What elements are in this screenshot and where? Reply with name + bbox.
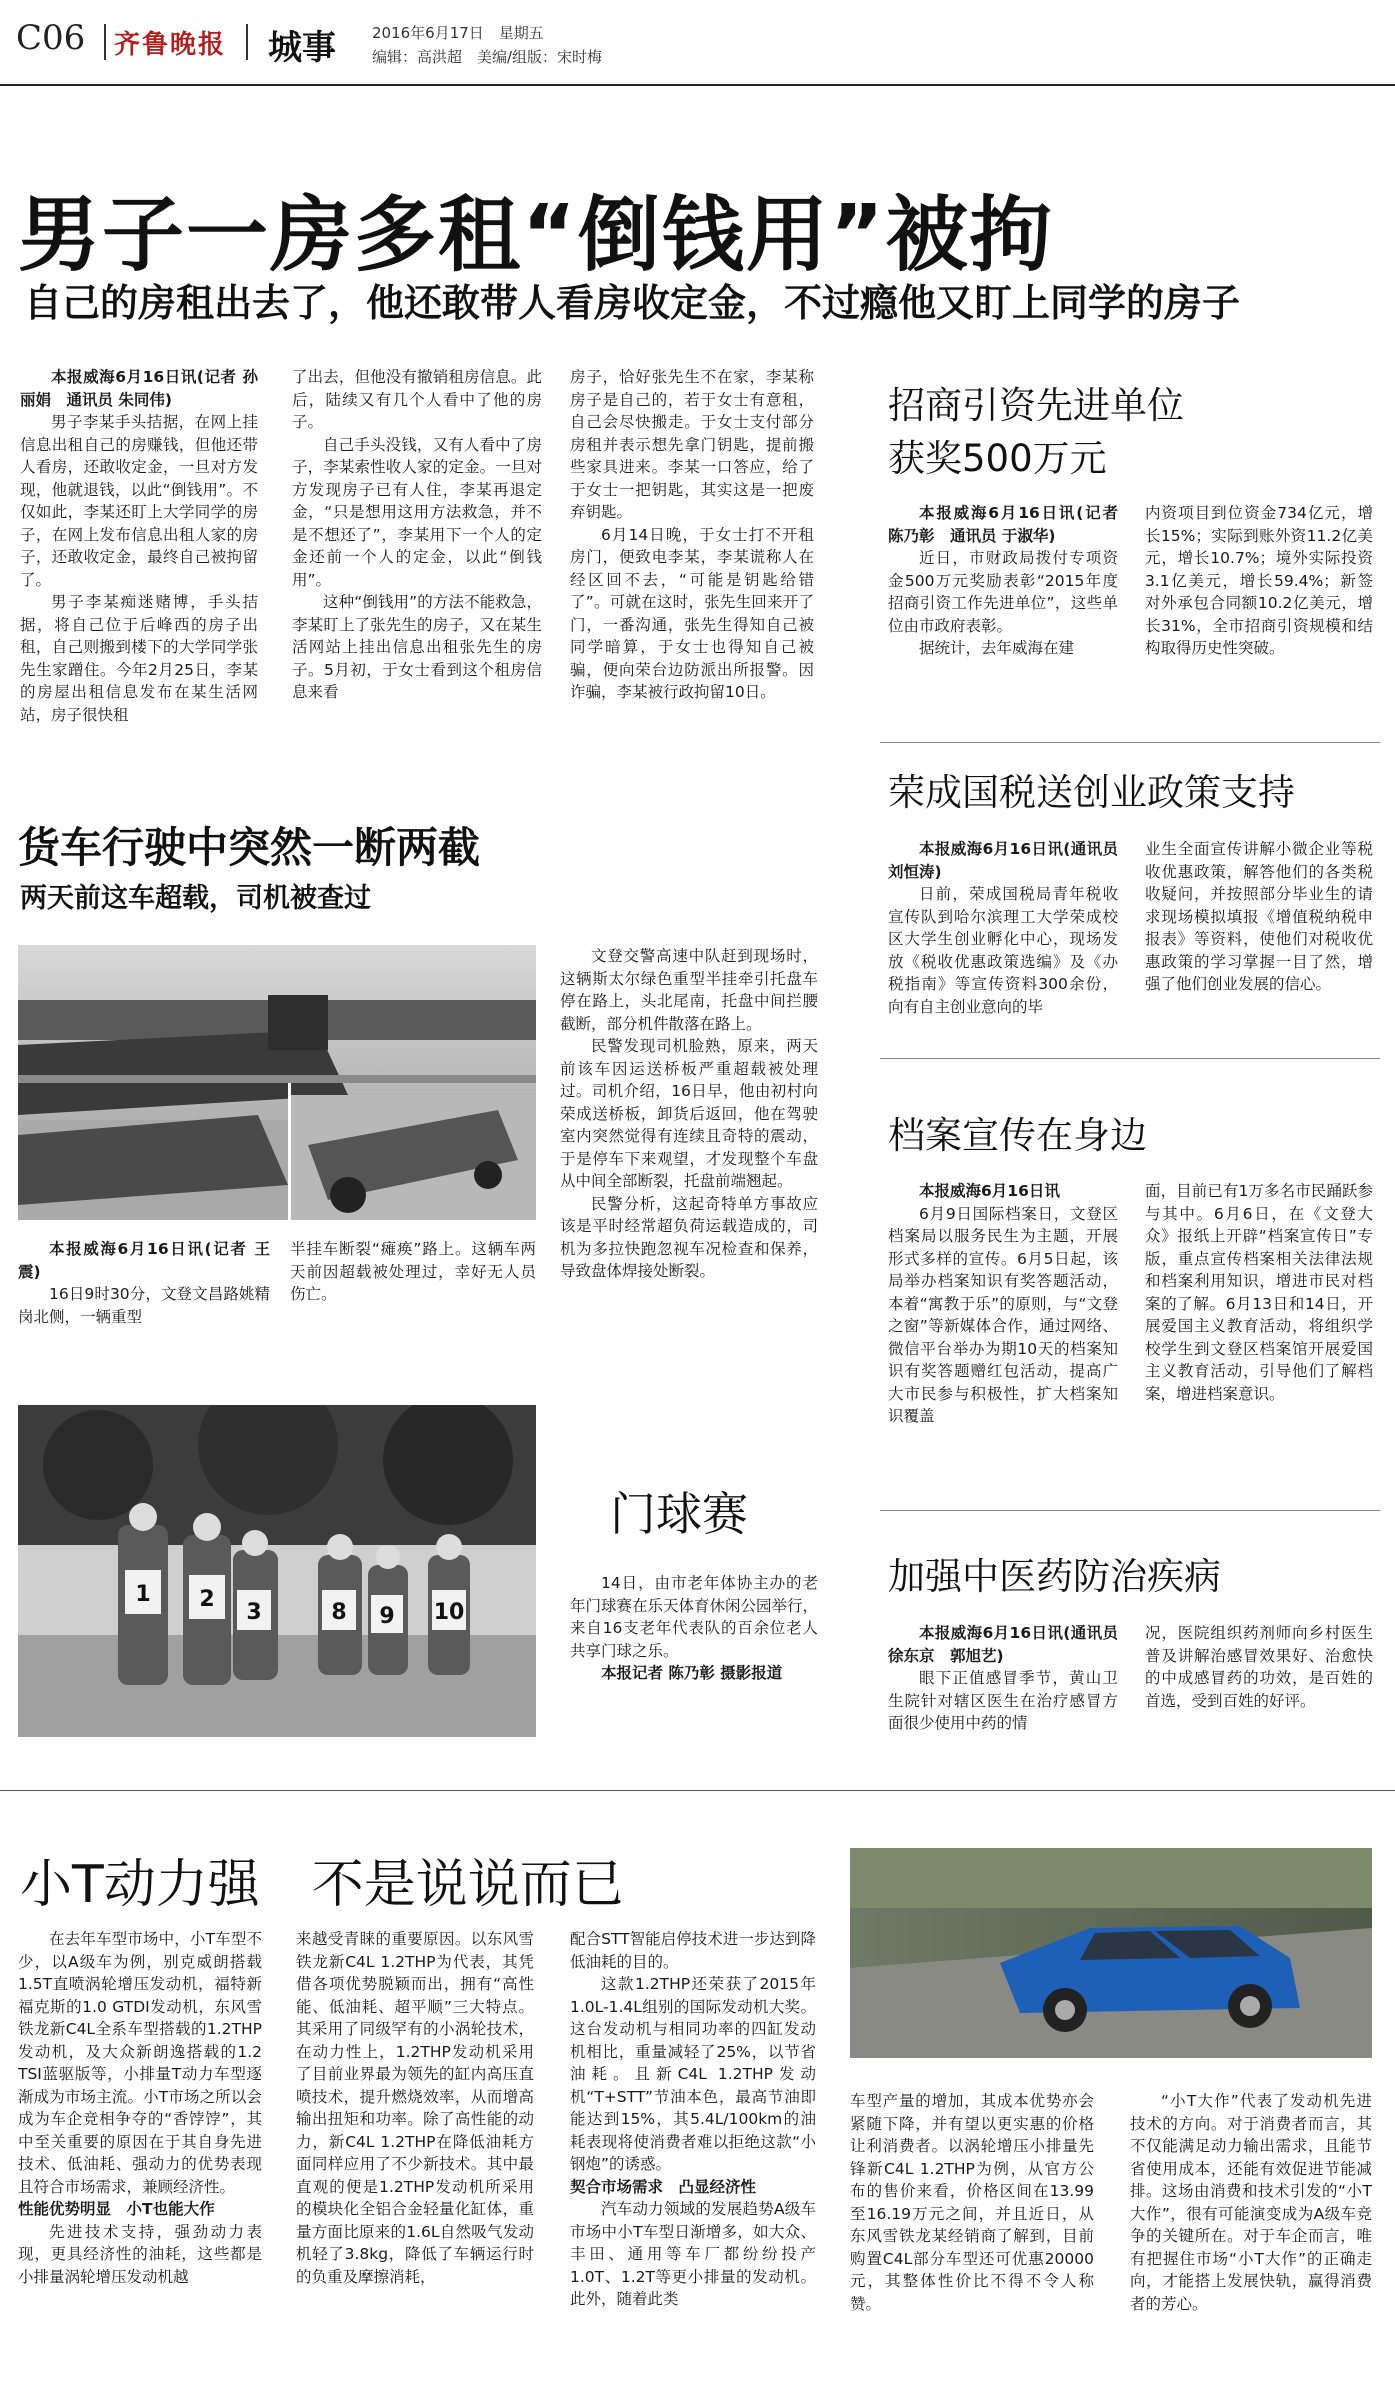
truck-paragraph: 文登交警高速中队赶到现场时，这辆斯太尔绿色重型半挂牵引托盘车停在路上，头北尾南，托盘中间拦腰截断，部分机件散落在路上。: [560, 947, 818, 1033]
auto-subhead: 性能优势明显 小T也能大作: [18, 2200, 215, 2218]
player-bib: 8: [331, 1600, 347, 1625]
truck-paragraph: 民警发现司机脸熟，原来，两天前该车因运送桥板严重超载被处理过。司机介绍，16日早，他由初村向荣成送桥板，卸货后返回，他在驾驶室内突然觉得有连续且奇特的震动，于是停车下来观望，才发现整个车盘从中间全部断裂，托盘前端翘起。: [560, 1037, 818, 1190]
car-photo: [850, 1848, 1372, 2058]
tcm-paragraph: 眼下正值感冒季节，黄山卫生院针对辖区医生在治疗感冒方面很少使用中药的情: [888, 1669, 1118, 1732]
archive-column-right: [1145, 1180, 1373, 1480]
tcm-column-right: [1145, 1622, 1373, 1752]
tax-paragraph: 业生全面宣传讲解小微企业等税收优惠政策，解答他们的各类税收疑问，并按照部分毕业生的请求现场模拟填报《增值税纳税申报表》等资料，使他们对税收优惠政策的学习掌握一目了然，增强了他们创业发展的信心。: [1145, 840, 1373, 993]
auto-paragraph: 车型产量的增加，其成本优势亦会紧随下降，并有望以更实惠的价格让利消费者。以涡轮增压小排量先锋新C4L 1.2THP为例，从官方公布的售价来看，价格区间在13.99至16.19万元之间，并且近日，从东风雪铁龙某经销商了解到，目前购置C4L部分车型还可优惠20000元，其整体性价比不得不令人称赞。: [850, 2092, 1094, 2313]
player-bib: 2: [199, 1587, 215, 1612]
section-divider: [0, 1790, 1395, 1791]
auto-paragraph: 在去年车型市场中，小T车型不少，以A级车为例，别克威朗搭载1.5T直喷涡轮增压发动机，福特新福克斯的1.0 GTDI发动机，东风雪铁龙新C4L全系车型搭载的1.2THP发动机，及大众新朗逸搭载的1.2 TSI蓝驱版等，小排量T动力车型逐渐成为市场主流。小T市场之所以会成为车企竞相争夺的“香饽饽”，其中至关重要的原因在于其自身先进技术、低油耗、强动力的优势表现且符合市场需求，兼顾经济性。: [18, 1930, 262, 2196]
truck-column-right: [560, 945, 818, 1305]
header-rule: [0, 84, 1395, 86]
truck-headline: 货车行驶中突然一断两截: [18, 823, 481, 872]
lead-subheadline: 自己的房租出去了，他还敢带人看房收定金，不过瘾他又盯上同学的房子: [24, 281, 1241, 325]
invest-column-left: [888, 502, 1118, 732]
tcm-column-left: [888, 1622, 1118, 1752]
tax-column-left: [888, 838, 1118, 1048]
auto-column-2: [296, 1928, 534, 2378]
auto-subhead: 契合市场需求 凸显经济性: [570, 2177, 757, 2196]
lead-column-3: [570, 366, 814, 743]
player-bib: 10: [433, 1600, 465, 1625]
tcm-paragraph: 况，医院组织药剂师向乡村医生普及讲解治感冒效果好、治愈快的中成感冒药的功效，是百姓的首选，受到百姓的好评。: [1145, 1624, 1373, 1710]
lead-paragraph: 6月14日晚，于女士打不开租房门，便致电李某，李某谎称人在经区回不去，“可能是钥匙给错了”。可就在这时，张先生回来开了门，一番沟通，张先生得知自己被同学暗算，于女士也得知自己被骗，便向荣台边防派出所报警。因诈骗，李某被行政拘留10日。: [570, 525, 814, 701]
truck-photo: [18, 945, 536, 1220]
truck-subheadline: 两天前这车超载，司机被查过: [20, 883, 371, 914]
invest-paragraph: 近日，市财政局拨付专项资金500万元奖励表彰“2015年度招商引资工作先进单位”，这些单位由市政府表彰。: [888, 549, 1118, 635]
header-divider: [104, 24, 106, 60]
tax-headline: 荣成国税送创业政策支持: [888, 771, 1295, 814]
archive-headline: 档案宣传在身边: [888, 1114, 1147, 1157]
lead-paragraph: 男子李某手头拮据，在网上挂信息出租自己的房赚钱，但他还带人看房，还敢收定金，一旦对方发现，他就退钱，以此“倒钱用”。不仅如此，李某还盯上大学同学的房子，在网上发布信息出租人家的房子，还敢收定金，最终自己被拘留了。: [20, 413, 258, 589]
blue-sedan-image: [850, 1848, 1372, 2058]
lead-paragraph: 了出去，但他没有撤销租房信息。此后，陆续又有几个人看中了他的房子。: [292, 368, 542, 431]
photo-credit: 本报记者 陈乃彰 摄影报道: [601, 1664, 783, 1682]
gateball-headline: 门球赛: [610, 1487, 748, 1541]
archive-byline: 本报威海6月16日讯: [919, 1182, 1060, 1200]
lead-column-1: [20, 366, 258, 743]
invest-headline-2: 获奖500万元: [888, 437, 1107, 480]
gateball-paragraph: 14日，由市老年体协主办的老年门球赛在乐天体育休闲公园举行，来自16支老年代表队的百余位老人共享门球之乐。: [570, 1574, 818, 1660]
broken-truck-image: [18, 945, 536, 1220]
auto-column-4: [850, 2090, 1094, 2380]
auto-column-5: [1130, 2090, 1372, 2380]
archive-paragraph: 面，目前已有1万多名市民踊跃参与其中。6月6日，在《文登大众》报纸上开辟“档案宣传日”专版，重点宣传档案相关法律法规和档案利用知识，增进市民对档案的了解。6月13日和14日，开展爱国主义教育活动，将组织学校学生到文登区档案馆开展爱国主义教育活动，引导他们了解档案，增进档案意识。: [1145, 1182, 1373, 1403]
lead-paragraph: 自己手头没钱，又有人看中了房子，李某索性收人家的定金。一旦对方发现房子已有人住，李某再退定金，“只是想用这用方法救急，并不是不想还了”，李某用下一个人的定金还前一个人的定金，以此“倒钱用”。: [292, 435, 542, 589]
archive-paragraph: 6月9日国际档案日，文登区档案局以服务民生为主题，开展形式多样的宣传。6月5日起，该局举办档案知识有奖答题活动，本着“寓教于乐”的原则，与“文登之窗”等新媒体合作，通过网络、微信平台举办为期10天的档案知识有奖答题赠红包活动，提高广大市民参与积极性，扩大档案知识覆盖: [888, 1204, 1118, 1425]
auto-column-1: [18, 1928, 262, 2378]
auto-column-3: [570, 1928, 816, 2378]
tax-byline: 本报威海6月16日讯(通讯员 刘恒涛): [888, 840, 1118, 881]
editor-credits: 编辑：高洪超 美编/组版：宋时梅: [372, 48, 603, 66]
invest-paragraph: 据统计，去年威海在建: [919, 639, 1075, 657]
page-number: C06: [16, 18, 86, 58]
gateball-players-image: [18, 1405, 536, 1737]
truck-paragraph: 民警分析，这起奇特单方事故应该是平时经常超负荷运载造成的，司机为多拉快跑忽视车况检查和保养，导致盘体焊接处断裂。: [560, 1194, 818, 1280]
truck-column-mid: [290, 1238, 536, 1328]
auto-paragraph: 汽车动力领域的发展趋势A级车市场中小T车型日渐增多，如大众、丰田、通用等车厂都纷纷投产1.0T、1.2T等更小排量的发动机。此外，随着此类: [570, 2200, 816, 2308]
tcm-byline: 本报威海6月16日讯(通讯员 徐东京 郭旭艺): [888, 1624, 1118, 1665]
issue-date: 2016年6月17日 星期五: [372, 24, 544, 42]
gateball-photo: [18, 1405, 536, 1737]
player-bib: 1: [135, 1582, 151, 1607]
lead-byline: 本报威海6月16日讯(记者 孙丽娟 通讯员 朱同伟): [20, 368, 258, 409]
auto-paragraph: “小T大作”代表了发动机先进技术的方向。对于消费者而言，其不仅能满足动力输出需求，且能节省使用成本，还能有效促进节能减排。这场由消费和技术引发的“小T大作”，很有可能演变成为A级车竞争的关键所在。对于车企而言，唯有把握住市场“小T大作”的正确走向，才能搭上发展快轨，赢得消费者的芳心。: [1130, 2092, 1372, 2313]
archive-column-left: [888, 1180, 1118, 1480]
invest-byline: 本报威海6月16日讯(记者 陈乃彰 通讯员 于淑华): [888, 504, 1118, 545]
paper-logo: 齐鲁晚报: [114, 30, 227, 60]
story-divider: [880, 1058, 1380, 1059]
player-bib: 3: [246, 1600, 262, 1625]
lead-paragraph: 这种“倒钱用”的方法不能救急，李某盯上了张先生的房子，又在某生活网站上挂出信息出租张先生的房子。5月初，于女士看到这个租房信息来看: [292, 593, 542, 701]
lead-paragraph: 房子，恰好张先生不在家，李某称房子是自己的，若于女士有意租，自己会尽快搬走。于女士支付部分房租并表示想先拿门钥匙，提前搬些家具进来。李某一口答应，给了于女士一把钥匙，其实这是一把废弃钥匙。: [570, 368, 814, 521]
truck-paragraph: 16日9时30分，文登文昌路姚精岗北侧，一辆重型: [18, 1285, 270, 1326]
auto-headline: 小T动力强 不是说说而已: [20, 1855, 624, 1915]
truck-column-left: [18, 1238, 270, 1328]
player-bib: 9: [379, 1604, 395, 1629]
section-name: 城事: [268, 28, 336, 68]
truck-byline: 本报威海6月16日讯(记者 王震): [18, 1240, 270, 1281]
truck-paragraph: 半挂车断裂“瘫痪”路上。这辆车两天前因超载被处理过，幸好无人员伤亡。: [290, 1240, 536, 1303]
gateball-caption: [570, 1572, 818, 1747]
auto-paragraph: 先进技术支持，强劲动力表现，更具经济性的油耗，这些都是小排量涡轮增压发动机越: [18, 2222, 262, 2286]
tcm-headline: 加强中医药防治疾病: [888, 1555, 1221, 1598]
header-divider: [246, 24, 248, 60]
invest-column-right: [1145, 502, 1373, 732]
invest-paragraph: 内资项目到位资金734亿元，增长15%；实际到账外资11.2亿美元，增长10.7%；境外实际投资3.1亿美元，增长59.4%；新签对外承包合同额10.2亿美元，增长31%，全市招商引资规模和结构取得历史性突破。: [1145, 504, 1373, 657]
tax-paragraph: 日前，荣成国税局青年税收宣传队到哈尔滨理工大学荣成校区大学生创业孵化中心，现场发放《税收优惠政策选编》及《办税指南》等宣传资料300余份，向有自主创业意向的毕: [888, 885, 1118, 1016]
lead-paragraph: 男子李某痴迷赌博，手头拮据，将自己位于后峰西的房子出租，自己则搬到楼下的大学同学张先生家蹭住。今年2月25日，李某的房屋出租信息发布在某生活网站，房子很快租: [20, 593, 258, 724]
auto-paragraph: 来越受青睐的重要原因。以东风雪铁龙新C4L 1.2THP为代表，其凭借各项优势脱颖而出，拥有“高性能、低油耗、超平顺”三大特点。其采用了同级罕有的小涡轮技术，在动力性上，1.2THP发动机采用了目前业界最为领先的缸内高压直喷技术，提升燃烧效率，从而增高输出扭矩和功率。除了高性能的动力，新C4L 1.2THP在降低油耗方面同样应用了不少新技术。其中最直观的便是1.2THP发动机所采用的模块化全铝合金轻量化缸体，重量方面比原来的1.6L自然吸气发动机轻了3.8kg，降低了车辆运行时的负重及摩擦消耗，: [296, 1930, 534, 2286]
tax-column-right: [1145, 838, 1373, 1048]
invest-headline-1: 招商引资先进单位: [888, 384, 1184, 427]
auto-paragraph: 配合STT智能启停技术进一步达到降低油耗的目的。: [570, 1930, 816, 1971]
lead-headline: 男子一房多租“倒钱用”被拘: [18, 188, 1054, 283]
story-divider: [880, 1510, 1380, 1511]
auto-paragraph: 这款1.2THP还荣获了2015年1.0L-1.4L组别的国际发动机大奖。这台发动机与相同功率的四缸发动机相比，重量减轻了25%，以节省油耗。且新C4L 1.2THP发动机“T+STT”节油本色，最高节油即能达到15%，其5.4L/100km的油耗表现将使消费者难以拒绝这款“小钢炮”的诱惑。: [570, 1975, 816, 2173]
story-divider: [880, 742, 1380, 743]
lead-column-2: [292, 366, 542, 743]
